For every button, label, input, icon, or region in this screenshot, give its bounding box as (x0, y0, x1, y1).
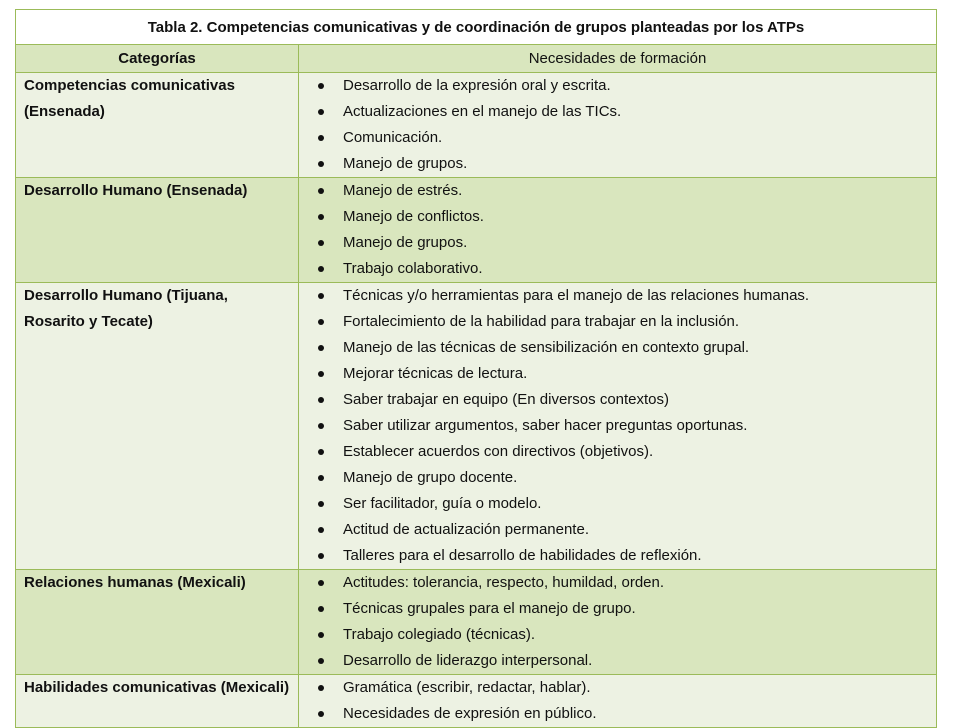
needs-list (299, 178, 936, 282)
list-item: Saber utilizar argumentos, saber hacer preguntas oportunas. (299, 413, 936, 439)
list-item: Manejo de estrés. (299, 178, 936, 204)
table-header-row (16, 45, 937, 73)
list-item: Fortalecimiento de la habilidad para trabajar en la inclusión. (299, 309, 936, 335)
list-item: Gramática (escribir, redactar, hablar). (299, 675, 936, 701)
category-cell: Desarrollo Humano (Ensenada) (16, 178, 299, 283)
needs-table (15, 9, 937, 728)
list-item: Manejo de grupos. (299, 230, 936, 256)
needs-list (299, 570, 936, 674)
list-item: Actitud de actualización permanente. (299, 517, 936, 543)
list-item: Necesidades de expresión en público. (299, 701, 936, 727)
table-row (16, 570, 937, 675)
list-item: Ser facilitador, guía o modelo. (299, 491, 936, 517)
list-item: Actualizaciones en el manejo de las TICs. (299, 99, 936, 125)
list-item: Técnicas y/o herramientas para el manejo de las relaciones humanas. (299, 283, 936, 309)
list-item: Manejo de grupos. (299, 151, 936, 177)
category-cell: Relaciones humanas (Mexicali) (16, 570, 299, 675)
list-item: Actitudes: tolerancia, respecto, humildad, orden. (299, 570, 936, 596)
needs-cell (299, 73, 937, 178)
table-row (16, 178, 937, 283)
list-item: Trabajo colaborativo. (299, 256, 936, 282)
category-cell: Habilidades comunicativas (Mexicali) (16, 675, 299, 728)
list-item: Mejorar técnicas de lectura. (299, 361, 936, 387)
needs-list (299, 675, 936, 727)
list-item: Trabajo colegiado (técnicas). (299, 622, 936, 648)
list-item: Establecer acuerdos con directivos (objetivos). (299, 439, 936, 465)
table-title-row (16, 10, 937, 45)
table-title: Tabla 2. Competencias comunicativas y de coordinación de grupos planteadas por los ATPs (16, 10, 937, 45)
list-item: Manejo de las técnicas de sensibilización en contexto grupal. (299, 335, 936, 361)
needs-cell (299, 283, 937, 570)
needs-list (299, 283, 936, 569)
list-item: Manejo de conflictos. (299, 204, 936, 230)
list-item: Técnicas grupales para el manejo de grupo. (299, 596, 936, 622)
category-cell: Competencias comunicativas (Ensenada) (16, 73, 299, 178)
category-cell: Desarrollo Humano (Tijuana, Rosarito y Tecate) (16, 283, 299, 570)
table-row (16, 283, 937, 570)
table-row (16, 73, 937, 178)
list-item: Saber trabajar en equipo (En diversos contextos) (299, 387, 936, 413)
column-header-needs: Necesidades de formación (299, 45, 937, 73)
needs-cell (299, 570, 937, 675)
list-item: Manejo de grupo docente. (299, 465, 936, 491)
list-item: Desarrollo de liderazgo interpersonal. (299, 648, 936, 674)
needs-cell (299, 178, 937, 283)
list-item: Desarrollo de la expresión oral y escrita. (299, 73, 936, 99)
list-item: Comunicación. (299, 125, 936, 151)
needs-list (299, 73, 936, 177)
column-header-category: Categorías (16, 45, 299, 73)
list-item: Talleres para el desarrollo de habilidades de reflexión. (299, 543, 936, 569)
